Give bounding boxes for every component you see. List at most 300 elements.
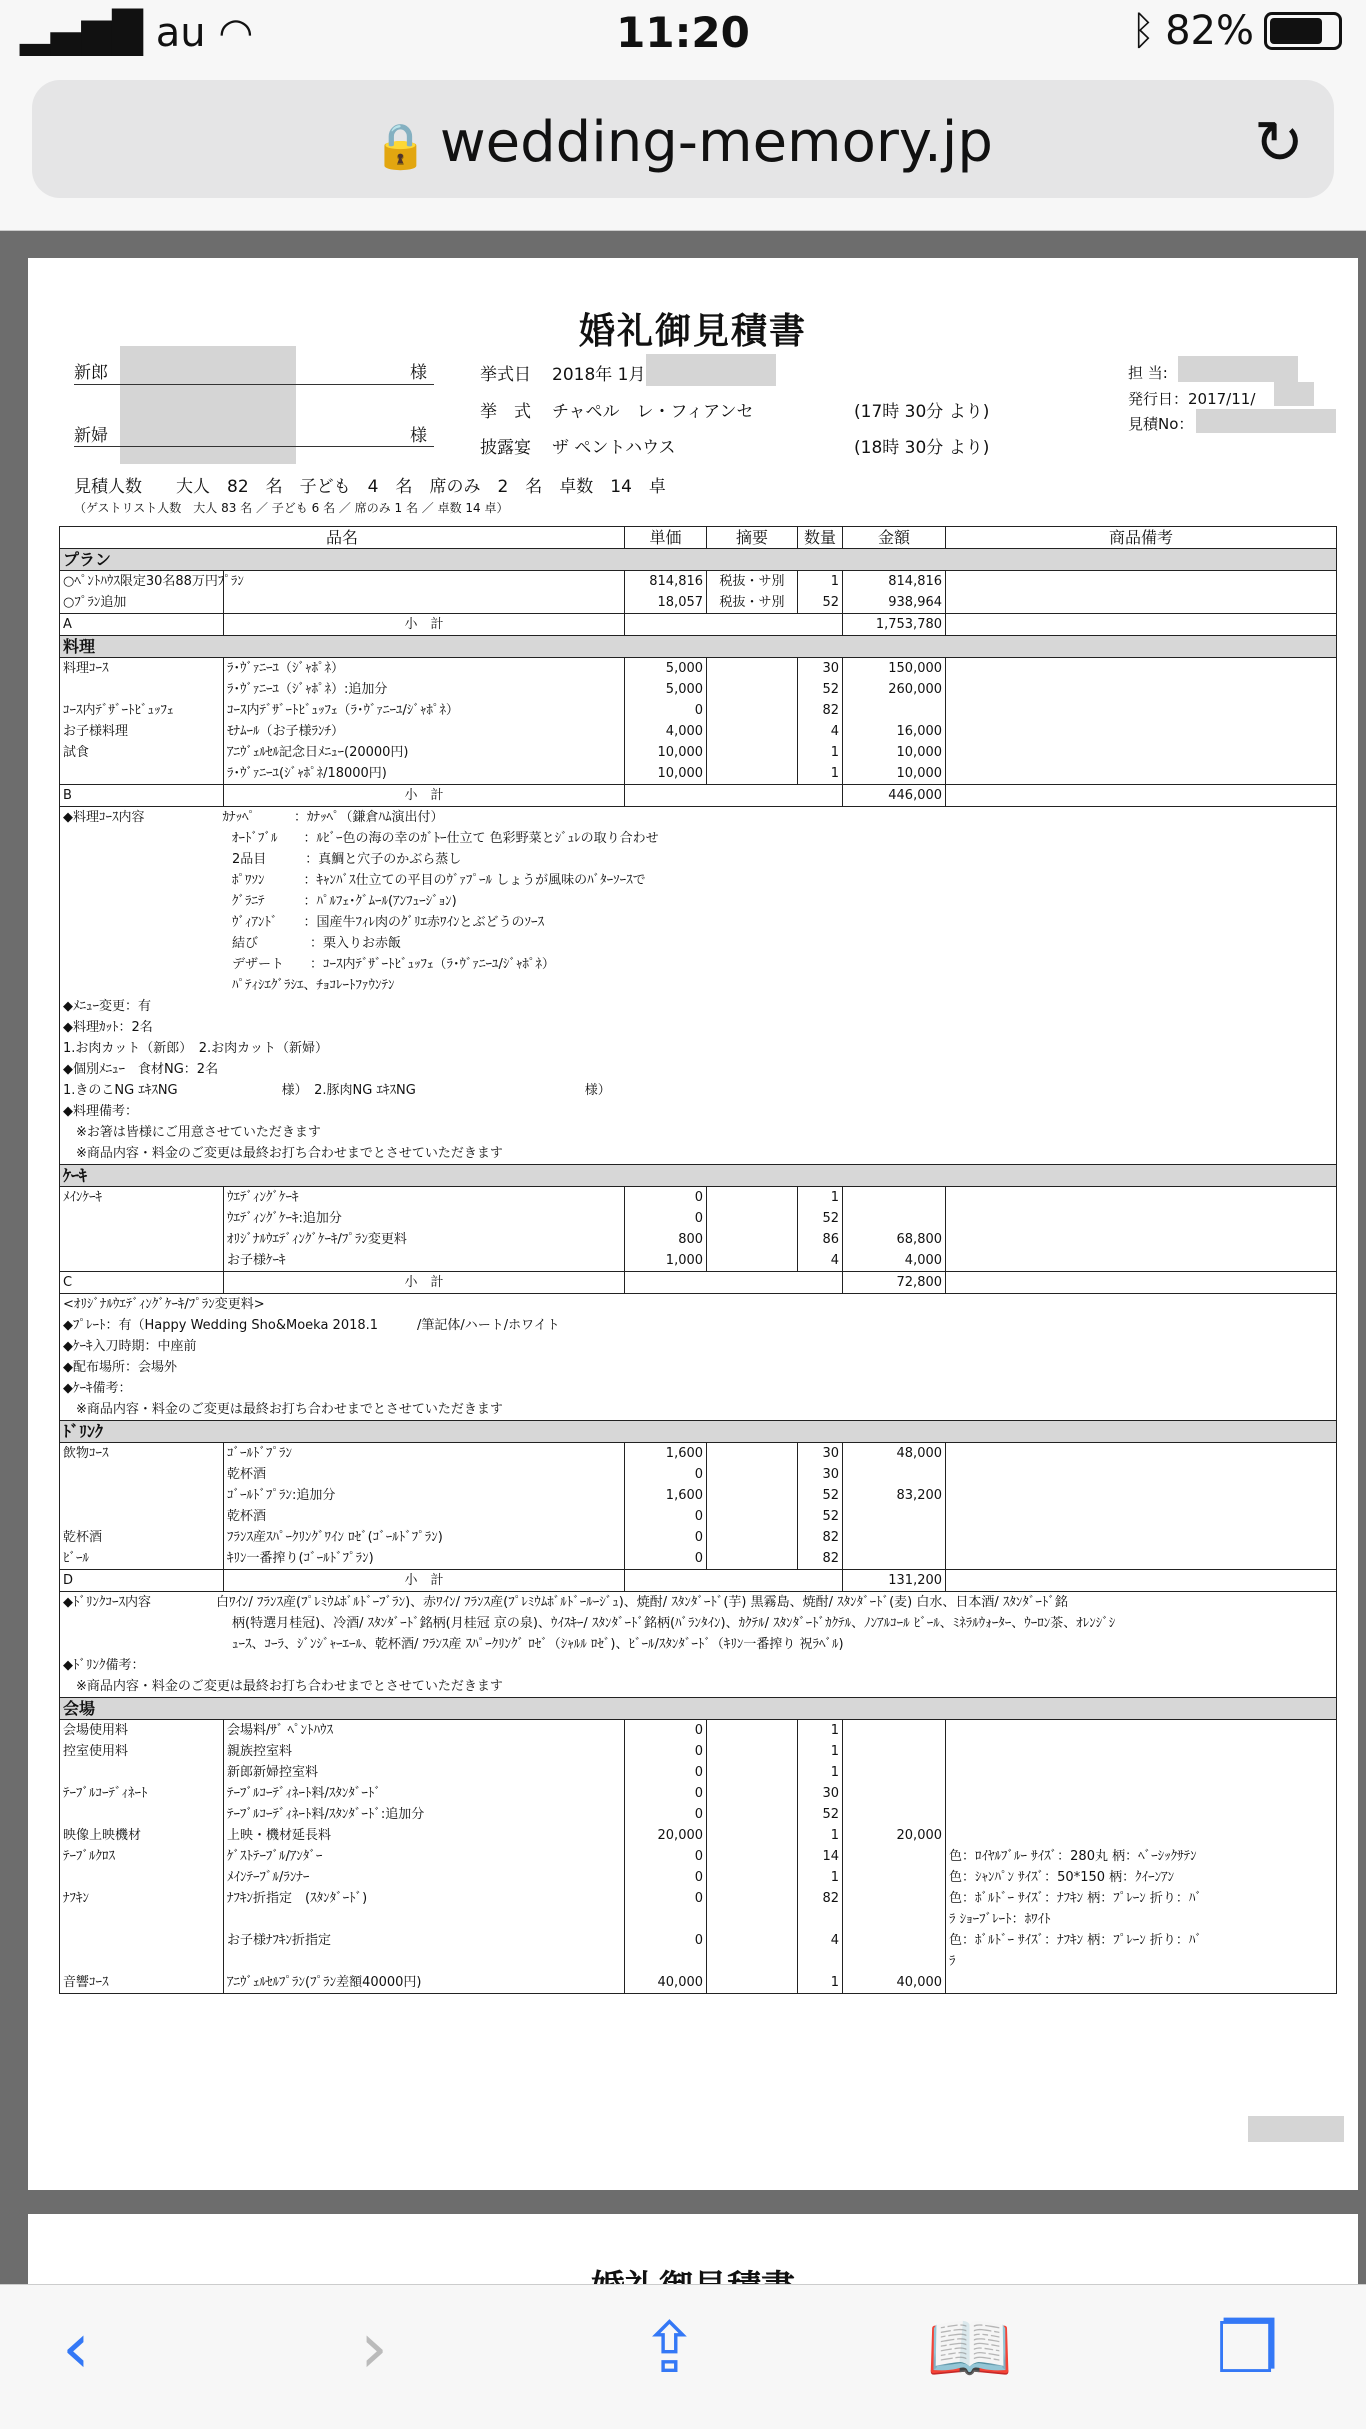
- detail-text: 1.お肉カット（新郎） 2.お肉カット（新婦）: [60, 1038, 1337, 1059]
- battery-fill: [1270, 18, 1322, 44]
- groom-label: 新郎: [74, 363, 108, 383]
- document-page: [28, 258, 1358, 2190]
- row-category: ﾃｰﾌﾞﾙｺｰﾃﾞｨﾈｰﾄ: [60, 1783, 224, 1804]
- row-summary: [707, 1229, 798, 1250]
- row-amount: 814,816: [843, 571, 946, 593]
- row-item: ｳｴﾃﾞｨﾝｸﾞｹｰｷ: [224, 1187, 625, 1209]
- ceremony-date-label: 挙式日: [480, 365, 531, 385]
- table-row: [60, 571, 1337, 593]
- row-unit-price: 10,000: [625, 742, 707, 763]
- ceremony-venue: チャペル レ・フィアンセ: [552, 402, 754, 422]
- row-notes: 色：ｼｬﾝﾊﾟﾝ ｻｲｽﾞ：50*150 柄：ｸｲｰﾝｱﾝ: [946, 1867, 1337, 1888]
- table-row: [60, 700, 1337, 721]
- groom-underline: [74, 384, 434, 385]
- row-unit-price: 5,000: [625, 679, 707, 700]
- row-item: [224, 1909, 625, 1930]
- row-qty: 82: [798, 1527, 843, 1548]
- row-unit-price: 0: [625, 1930, 707, 1951]
- table-row: [60, 1485, 1337, 1506]
- row-category: [60, 1930, 224, 1951]
- detail-line: [60, 1038, 1337, 1059]
- row-category: 控室使用料: [60, 1741, 224, 1762]
- table-row: [60, 679, 1337, 700]
- row-summary: [707, 1464, 798, 1485]
- row-summary: [707, 1909, 798, 1930]
- row-amount: [843, 1909, 946, 1930]
- detail-text: 1.きのこNG ｴｷｽNG 様） 2.豚肉NG ｴｷｽNG 様）: [60, 1080, 1337, 1101]
- row-qty: 1: [798, 1825, 843, 1846]
- row-summary: [707, 1208, 798, 1229]
- detail-text: ◆ﾒﾆｭｰ変更：有: [60, 996, 1337, 1017]
- document-title: 婚礼御見積書: [578, 310, 807, 352]
- detail-line: [60, 1294, 1337, 1316]
- row-amount: [843, 700, 946, 721]
- row-summary: [707, 1548, 798, 1570]
- section-title: 会場: [60, 1698, 1337, 1720]
- detail-text: 結び ：栗入りお赤飯: [60, 933, 1337, 954]
- row-qty: 30: [798, 658, 843, 680]
- row-amount: 938,964: [843, 592, 946, 614]
- tabs-icon[interactable]: ❐: [1216, 2307, 1279, 2389]
- battery-icon: [1264, 12, 1342, 50]
- row-qty: 1: [798, 1972, 843, 1994]
- detail-line: [60, 1122, 1337, 1143]
- subtotal-blank: [625, 1570, 843, 1592]
- row-unit-price: 0: [625, 1888, 707, 1909]
- row-unit-price: 1,600: [625, 1443, 707, 1465]
- row-notes: [946, 1208, 1337, 1229]
- row-amount: [843, 1208, 946, 1229]
- row-amount: [843, 1548, 946, 1570]
- row-unit-price: 0: [625, 1867, 707, 1888]
- subtotal-label: 小 計: [224, 1272, 625, 1294]
- row-unit-price: 40,000: [625, 1972, 707, 1994]
- detail-line: [60, 1655, 1337, 1676]
- subtotal-row: [60, 1570, 1337, 1592]
- row-category: 会場使用料: [60, 1720, 224, 1742]
- table-row: [60, 1187, 1337, 1209]
- detail-text: ｳﾞｨｱﾝﾄﾞ ：国産牛ﾌｨﾚ肉のｸﾞﾘｴ赤ﾜｲﾝとぶどうのｿｰｽ: [60, 912, 1337, 933]
- row-qty: 86: [798, 1229, 843, 1250]
- row-summary: [707, 1250, 798, 1272]
- row-notes: [946, 592, 1337, 614]
- table-row: [60, 592, 1337, 614]
- row-category: [60, 1909, 224, 1930]
- table-row: [60, 658, 1337, 680]
- subtotal-label: 小 計: [224, 614, 625, 636]
- forward-icon[interactable]: ›: [360, 2307, 388, 2389]
- row-unit-price: 0: [625, 1804, 707, 1825]
- estimate-no: 見積No：: [1128, 415, 1194, 433]
- row-amount: 10,000: [843, 742, 946, 763]
- table-row: [60, 1527, 1337, 1548]
- row-qty: 30: [798, 1464, 843, 1485]
- status-bar: [0, 0, 1366, 70]
- section-header: [60, 1165, 1337, 1187]
- detail-line: [60, 1143, 1337, 1165]
- row-category: [60, 679, 224, 700]
- subtotal-row: [60, 1272, 1337, 1294]
- row-category: ○ﾌﾟﾗﾝ追加: [60, 592, 224, 614]
- address-bar[interactable]: [32, 80, 1334, 198]
- section-title: ｹｰｷ: [60, 1165, 1337, 1187]
- subtotal-amount: 446,000: [843, 785, 946, 807]
- row-qty: 30: [798, 1443, 843, 1465]
- table-row: [60, 1783, 1337, 1804]
- detail-line: [60, 1080, 1337, 1101]
- row-item: [224, 592, 625, 614]
- row-summary: [707, 658, 798, 680]
- row-amount: [843, 1846, 946, 1867]
- section-title: 料理: [60, 636, 1337, 658]
- row-item: ﾓﾅﾑｰﾙ（お子様ﾗﾝﾁ）: [224, 721, 625, 742]
- redacted-issue: [1274, 382, 1314, 406]
- detail-line: [60, 1017, 1337, 1038]
- table-row: [60, 1208, 1337, 1229]
- table-row: [60, 1888, 1337, 1909]
- back-icon[interactable]: ‹: [62, 2307, 90, 2389]
- row-item: 乾杯酒: [224, 1464, 625, 1485]
- row-summary: [707, 1846, 798, 1867]
- guest-summary: 見積人数 大人 82 名 子ども 4 名 席のみ 2 名 卓数 14 卓: [74, 477, 666, 497]
- row-qty: 52: [798, 679, 843, 700]
- detail-text: ◆ｹｰｷ入刀時期：中座前: [60, 1336, 1337, 1357]
- row-qty: 82: [798, 1888, 843, 1909]
- row-summary: [707, 1930, 798, 1951]
- detail-text: ﾊﾟﾃｨｼｴｸﾞﾗｼｴ、ﾁｮｺﾚｰﾄﾌｧｳﾝﾃﾝ: [60, 975, 1337, 996]
- row-notes: [946, 1250, 1337, 1272]
- row-notes: [946, 1804, 1337, 1825]
- detail-line: [60, 1592, 1337, 1614]
- section-header: [60, 1421, 1337, 1443]
- row-notes: [946, 1506, 1337, 1527]
- reception-label: 披露宴: [480, 438, 531, 458]
- row-qty: 82: [798, 700, 843, 721]
- row-notes: 色：ﾛｲﾔﾙﾌﾞﾙｰ ｻｲｽﾞ：280丸 柄：ﾍﾞｰｼｯｸｻﾃﾝ: [946, 1846, 1337, 1867]
- row-amount: [843, 1187, 946, 1209]
- row-notes: [946, 1464, 1337, 1485]
- detail-line: [60, 1399, 1337, 1421]
- subtotal-label: 小 計: [224, 785, 625, 807]
- row-summary: 税抜・サ別: [707, 592, 798, 614]
- row-notes: [946, 1229, 1337, 1250]
- row-item: ﾒｲﾝﾃｰﾌﾞﾙ/ﾗﾝﾅｰ: [224, 1867, 625, 1888]
- row-amount: 260,000: [843, 679, 946, 700]
- reception-venue: ザ ペントハウス: [552, 438, 676, 458]
- section-title: ﾄﾞﾘﾝｸ: [60, 1421, 1337, 1443]
- table-row: [60, 1464, 1337, 1485]
- row-amount: 20,000: [843, 1825, 946, 1846]
- detail-line: [60, 849, 1337, 870]
- row-category: [60, 763, 224, 785]
- row-category: [60, 1762, 224, 1783]
- table-row: [60, 1867, 1337, 1888]
- table-row: [60, 1229, 1337, 1250]
- row-notes: 色：ﾎﾞﾙﾄﾞｰ ｻｲｽﾞ：ﾅﾌｷﾝ 柄：ﾌﾟﾚｰﾝ 折り：ﾊﾞ: [946, 1930, 1337, 1951]
- redacted-staff: [1178, 356, 1298, 382]
- detail-text: ◆ﾄﾞﾘﾝｸｺｰｽ内容 白ﾜｲﾝ/ ﾌﾗﾝｽ産(ﾌﾟﾚﾐｳﾑﾎﾞﾙﾄﾞｰﾌﾞﾗﾝ)、赤ﾜｲﾝ/ ﾌﾗﾝｽ産(ﾌﾟﾚﾐｳﾑﾎﾞﾙﾄﾞｰﾙｰｼﾞｭ)、焼酎/ ｽﾀﾝﾀﾞｰﾄﾞ(芋) 黒霧島、焼酎/ ｽﾀﾝﾀﾞｰﾄﾞ(麦) 白水、日本酒/ ｽﾀﾝﾀﾞｰﾄﾞ銘: [60, 1592, 1337, 1614]
- row-category: [60, 1867, 224, 1888]
- bookmarks-icon[interactable]: 📖: [926, 2307, 1014, 2389]
- table-row: [60, 1930, 1337, 1951]
- row-unit-price: 0: [625, 1187, 707, 1209]
- row-summary: [707, 1187, 798, 1209]
- clock: 11:20: [616, 8, 750, 57]
- row-summary: [707, 1825, 798, 1846]
- subtotal-amount: 131,200: [843, 1570, 946, 1592]
- row-summary: [707, 721, 798, 742]
- row-item: ｱﾆｳﾞｪﾙｾﾙ記念日ﾒﾆｭｰ(20000円): [224, 742, 625, 763]
- row-unit-price: 0: [625, 1720, 707, 1742]
- subtotal-blank: [625, 785, 843, 807]
- row-amount: [843, 1783, 946, 1804]
- detail-line: [60, 828, 1337, 849]
- row-notes: [946, 742, 1337, 763]
- row-unit-price: 0: [625, 1846, 707, 1867]
- row-unit-price: 4,000: [625, 721, 707, 742]
- row-amount: 4,000: [843, 1250, 946, 1272]
- row-qty: 1: [798, 1867, 843, 1888]
- row-qty: 1: [798, 1720, 843, 1742]
- detail-text: ◆ﾄﾞﾘﾝｸ備考：: [60, 1655, 1337, 1676]
- table-row: [60, 1846, 1337, 1867]
- row-unit-price: 18,057: [625, 592, 707, 614]
- row-item: ｺﾞｰﾙﾄﾞﾌﾟﾗﾝ: [224, 1443, 625, 1465]
- subtotal-notes: [946, 1272, 1337, 1294]
- detail-text: ◆個別ﾒﾆｭｰ 食材NG：2名: [60, 1059, 1337, 1080]
- section-title: プラン: [60, 549, 1337, 571]
- row-qty: 1: [798, 1762, 843, 1783]
- row-unit-price: 0: [625, 1548, 707, 1570]
- issue-date: 発行日：2017/11/: [1128, 390, 1256, 408]
- detail-text: 2品目 ：真鯛と穴子のかぶら蒸し: [60, 849, 1337, 870]
- row-notes: [946, 571, 1337, 593]
- row-summary: [707, 1443, 798, 1465]
- row-summary: [707, 1720, 798, 1742]
- ceremony-date: 2018年 1月: [552, 365, 646, 385]
- row-summary: [707, 1867, 798, 1888]
- detail-text: ◆料理ｶｯﾄ：2名: [60, 1017, 1337, 1038]
- detail-text: ｸﾞﾗﾆﾃ ：ﾊﾟﾙﾌｪ･ｸﾞﾑｰﾙ(ｱﾝﾌｭｰｼﾞｮﾝ): [60, 891, 1337, 912]
- table-header: [60, 527, 1337, 549]
- reload-icon[interactable]: ↻: [1253, 108, 1304, 178]
- url-display[interactable]: [32, 110, 1334, 175]
- row-summary: [707, 1506, 798, 1527]
- row-category: 試食: [60, 742, 224, 763]
- row-qty: 1: [798, 1187, 843, 1209]
- detail-text: ※お箸は皆様にご用意させていただきます: [60, 1122, 1337, 1143]
- detail-text: ◆料理備考：: [60, 1101, 1337, 1122]
- row-category: [60, 1506, 224, 1527]
- subtotal-row: [60, 785, 1337, 807]
- carrier-name: au: [155, 10, 206, 56]
- subtotal-row: [60, 614, 1337, 636]
- row-item: ﾗ･ｳﾞｧﾆｰﾕ（ｼﾞｬﾎﾟﾈ）:追加分: [224, 679, 625, 700]
- detail-line: [60, 807, 1337, 829]
- row-unit-price: 0: [625, 1464, 707, 1485]
- row-category: [60, 1208, 224, 1229]
- row-item: 会場料/ｻﾞ ﾍﾟﾝﾄﾊｳｽ: [224, 1720, 625, 1742]
- browser-header: [0, 70, 1366, 231]
- row-summary: [707, 742, 798, 763]
- detail-line: [60, 1676, 1337, 1698]
- row-summary: [707, 679, 798, 700]
- row-category: お子様料理: [60, 721, 224, 742]
- bluetooth-icon: ᛒ: [1131, 8, 1156, 54]
- row-item: ﾃｰﾌﾞﾙｺｰﾃﾞｨﾈｰﾄ料/ｽﾀﾝﾀﾞｰﾄﾞ: [224, 1783, 625, 1804]
- row-unit-price: 800: [625, 1229, 707, 1250]
- detail-line: [60, 891, 1337, 912]
- section-header: [60, 636, 1337, 658]
- detail-text: ｵｰﾄﾞﾌﾞﾙ ：ﾙﾋﾞｰ色の海の幸のｶﾞﾄｰ仕立て 色彩野菜とｼﾞｭﾚの取り合わせ: [60, 828, 1337, 849]
- row-unit-price: 10,000: [625, 763, 707, 785]
- row-summary: [707, 1741, 798, 1762]
- row-summary: [707, 1972, 798, 1994]
- row-amount: [843, 1506, 946, 1527]
- detail-text: ｭｰｽ、ｺｰﾗ、ｼﾞﾝｼﾞｬｰｴｰﾙ、乾杯酒/ ﾌﾗﾝｽ産 ｽﾊﾟｰｸﾘﾝｸﾞ ﾛｾﾞ（ｼｬﾙﾙ ﾛｾﾞ)、ﾋﾞｰﾙ/ｽﾀﾝﾀﾞｰﾄﾞ（ｷﾘﾝ一番搾り 祝ﾗﾍﾞﾙ): [60, 1634, 1337, 1655]
- row-summary: [707, 763, 798, 785]
- row-unit-price: [625, 1951, 707, 1972]
- row-unit-price: 5,000: [625, 658, 707, 680]
- row-unit-price: 1,600: [625, 1485, 707, 1506]
- redacted-date: [646, 354, 776, 386]
- row-unit-price: 1,000: [625, 1250, 707, 1272]
- row-item: ﾗ･ｳﾞｧﾆｰﾕ（ｼﾞｬﾎﾟﾈ）: [224, 658, 625, 680]
- row-unit-price: 0: [625, 1527, 707, 1548]
- detail-line: [60, 933, 1337, 954]
- subtotal-amount: 72,800: [843, 1272, 946, 1294]
- row-notes: [946, 1720, 1337, 1742]
- bride-honorific: 様: [410, 426, 427, 446]
- groom-honorific: 様: [410, 363, 427, 383]
- subtotal-label: 小 計: [224, 1570, 625, 1592]
- detail-line: [60, 912, 1337, 933]
- row-amount: 10,000: [843, 763, 946, 785]
- browser-toolbar: [0, 2284, 1366, 2429]
- row-qty: 30: [798, 1783, 843, 1804]
- row-item: 新郎新婦控室料: [224, 1762, 625, 1783]
- row-item: ｱﾆｳﾞｪﾙｾﾙﾌﾟﾗﾝ(ﾌﾟﾗﾝ差額40000円): [224, 1972, 625, 1994]
- table-row: [60, 1250, 1337, 1272]
- table-row: [60, 1762, 1337, 1783]
- row-category: [60, 1229, 224, 1250]
- row-unit-price: 20,000: [625, 1825, 707, 1846]
- row-notes: ﾗ: [946, 1951, 1337, 1972]
- table-row: [60, 1506, 1337, 1527]
- header-unit-price: 単価: [625, 527, 707, 549]
- row-notes: [946, 1485, 1337, 1506]
- row-notes: [946, 1741, 1337, 1762]
- row-amount: 68,800: [843, 1229, 946, 1250]
- table-row: [60, 742, 1337, 763]
- row-notes: 色：ﾎﾞﾙﾄﾞｰ ｻｲｽﾞ：ﾅﾌｷﾝ 柄：ﾌﾟﾚｰﾝ 折り：ﾊﾞ: [946, 1888, 1337, 1909]
- detail-text: ﾎﾟﾜｿﾝ ：ｷｬﾝﾊﾞｽ仕立ての平目のｳﾞｧﾌﾟｰﾙ しょうが風味のﾊﾞﾀｰｿｰｽで: [60, 870, 1337, 891]
- detail-line: [60, 1101, 1337, 1122]
- row-item: ｷﾘﾝ一番搾り(ｺﾞｰﾙﾄﾞﾌﾟﾗﾝ): [224, 1548, 625, 1570]
- header-item: 品名: [60, 527, 625, 549]
- row-qty: 52: [798, 1485, 843, 1506]
- row-category: 飲物ｺｰｽ: [60, 1443, 224, 1465]
- row-unit-price: 0: [625, 1506, 707, 1527]
- share-icon[interactable]: ⇪: [640, 2307, 699, 2389]
- table-row: [60, 1741, 1337, 1762]
- table-row: [60, 1972, 1337, 1994]
- table-row: [60, 1720, 1337, 1742]
- row-category: ｺｰｽ内ﾃﾞｻﾞｰﾄﾋﾞｭｯﾌｪ: [60, 700, 224, 721]
- row-notes: [946, 1762, 1337, 1783]
- detail-text: ◆ｹｰｷ備考：: [60, 1378, 1337, 1399]
- table-row: [60, 1548, 1337, 1570]
- row-unit-price: 0: [625, 1208, 707, 1229]
- row-summary: [707, 1762, 798, 1783]
- ceremony-label: 挙 式: [480, 402, 531, 422]
- row-qty: 82: [798, 1548, 843, 1570]
- row-summary: [707, 1888, 798, 1909]
- guest-list-summary: （ゲストリスト人数 大人 83 名 ／ 子ども 6 名 ／ 席のみ 1 名 ／ 卓数 14 卓）: [74, 501, 509, 515]
- row-item: [224, 571, 625, 593]
- row-amount: [843, 1464, 946, 1485]
- subtotal-notes: [946, 1570, 1337, 1592]
- row-category: [60, 1464, 224, 1485]
- detail-line: [60, 1059, 1337, 1080]
- detail-line: [60, 1315, 1337, 1336]
- row-item: ﾗ･ｳﾞｧﾆｰﾕ(ｼﾞｬﾎﾟﾈ/18000円): [224, 763, 625, 785]
- subtotal-code: B: [60, 785, 224, 807]
- header-summary: 摘要: [707, 527, 798, 549]
- bride-label: 新婦: [74, 426, 108, 446]
- row-amount: 16,000: [843, 721, 946, 742]
- detail-text: <ｵﾘｼﾞﾅﾙｳｴﾃﾞｨﾝｸﾞｹｰｷ/ﾌﾟﾗﾝ変更料>: [60, 1294, 1337, 1316]
- row-summary: 税抜・サ別: [707, 571, 798, 593]
- table-row: [60, 1909, 1337, 1930]
- row-item: ﾅﾌｷﾝ折指定 (ｽﾀﾝﾀﾞｰﾄﾞ): [224, 1888, 625, 1909]
- row-amount: [843, 1930, 946, 1951]
- row-unit-price: [625, 1909, 707, 1930]
- row-amount: [843, 1804, 946, 1825]
- row-item: ﾌﾗﾝｽ産ｽﾊﾟｰｸﾘﾝｸﾞﾜｲﾝ ﾛｾﾞ(ｺﾞｰﾙﾄﾞﾌﾟﾗﾝ): [224, 1527, 625, 1548]
- row-unit-price: 0: [625, 1741, 707, 1762]
- row-amount: [843, 1951, 946, 1972]
- row-item: ｺﾞｰﾙﾄﾞﾌﾟﾗﾝ:追加分: [224, 1485, 625, 1506]
- row-item: 親族控室料: [224, 1741, 625, 1762]
- estimate-table: [59, 526, 1337, 1994]
- reception-time: (18時 30分 より): [854, 438, 990, 458]
- row-category: ﾃｰﾌﾞﾙｸﾛｽ: [60, 1846, 224, 1867]
- row-category: [60, 1951, 224, 1972]
- row-qty: 4: [798, 721, 843, 742]
- row-category: 乾杯酒: [60, 1527, 224, 1548]
- row-category: ○ﾍﾟﾝﾄﾊｳｽ限定30名88万円ﾌﾟﾗﾝ: [60, 571, 224, 593]
- subtotal-notes: [946, 614, 1337, 636]
- detail-text: ◆配布場所：会場外: [60, 1357, 1337, 1378]
- row-summary: [707, 1485, 798, 1506]
- battery-percent: 82%: [1165, 8, 1254, 54]
- row-category: [60, 1250, 224, 1272]
- row-amount: [843, 1741, 946, 1762]
- row-amount: 40,000: [843, 1972, 946, 1994]
- detail-line: [60, 954, 1337, 975]
- row-qty: 14: [798, 1846, 843, 1867]
- row-notes: [946, 1187, 1337, 1209]
- table-row: [60, 1825, 1337, 1846]
- row-item: ｹﾞｽﾄﾃｰﾌﾞﾙ/ｱﾝﾀﾞｰ: [224, 1846, 625, 1867]
- row-qty: 1: [798, 763, 843, 785]
- detail-text: ◆ﾌﾟﾚｰﾄ：有（Happy Wedding Sho&Moeka 2018.1 /筆記体/ハート/ホワイト: [60, 1315, 1337, 1336]
- row-qty: 52: [798, 1804, 843, 1825]
- row-unit-price: 0: [625, 1762, 707, 1783]
- row-unit-price: 814,816: [625, 571, 707, 593]
- detail-line: [60, 1378, 1337, 1399]
